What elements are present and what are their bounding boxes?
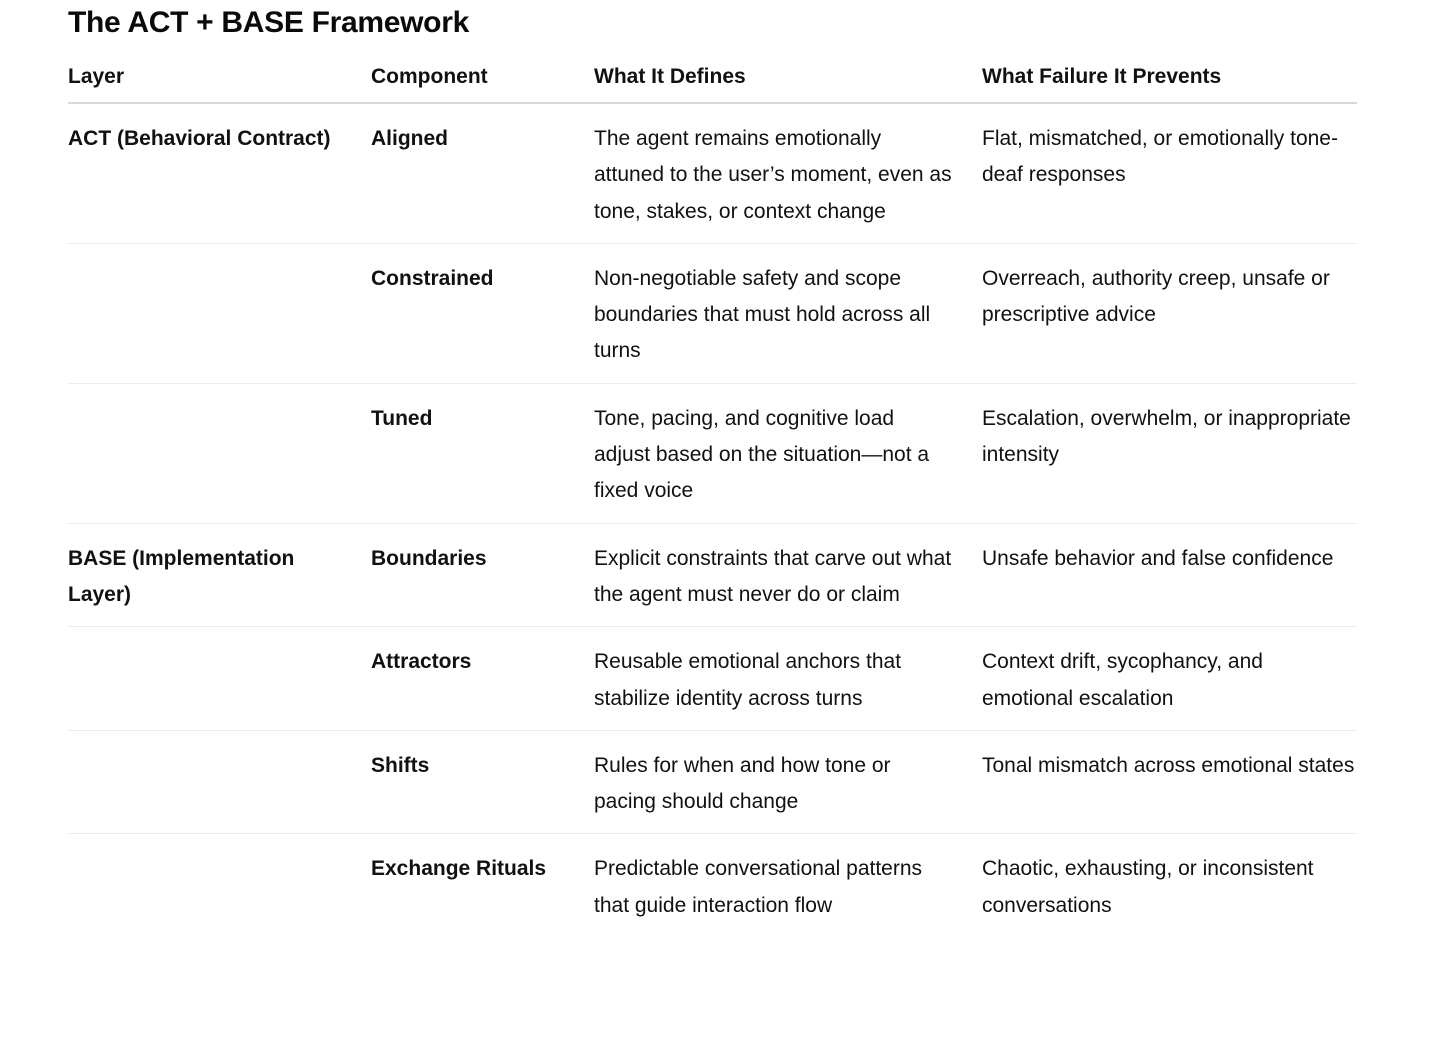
cell-defines: Predictable conversational patterns that guide interaction flow [594, 857, 923, 917]
cell-layer [68, 243, 371, 383]
cell-defines: Explicit constraints that carve out what the agent must never do or claim [594, 523, 982, 627]
cell-defines: Rules for when and how tone or pacing should change [594, 730, 982, 834]
cell-prevents: Overreach, authority creep, unsafe or prescriptive advice [982, 243, 1357, 383]
page-title: The ACT + BASE Framework [68, 6, 469, 39]
table-row [68, 243, 1357, 383]
cell-layer [68, 730, 371, 834]
cell-prevents: Unsafe behavior and false confidence [982, 523, 1357, 627]
cell-component: Aligned [371, 103, 594, 243]
cell-component: Exchange Rituals [371, 857, 547, 881]
table-row [68, 103, 1357, 243]
cell-component: Shifts [371, 730, 594, 834]
cell-defines: The agent remains emotionally attuned to the user’s moment, even as tone, stakes, or context change [594, 103, 982, 243]
cell-prevents: Chaotic, exhausting, or inconsistent conversations [982, 857, 1314, 917]
cell-layer: ACT (Behavioral Contract) [68, 103, 371, 243]
header-prevents: What Failure It Prevents [982, 56, 1357, 103]
cell-layer [68, 834, 371, 937]
cell-component: Boundaries [371, 523, 594, 627]
cell-prevents: Context drift, sycophancy, and emotional escalation [982, 627, 1357, 731]
cell-prevents: Flat, mismatched, or emotionally tone-deaf responses [982, 103, 1357, 243]
cell-prevents: Escalation, overwhelm, or inappropriate intensity [982, 383, 1357, 523]
cell-layer [68, 627, 371, 731]
cell-layer [68, 383, 371, 523]
cell-component: Tuned [371, 383, 594, 523]
header-component: Component [371, 56, 594, 103]
header-defines: What It Defines [594, 56, 982, 103]
cell-defines: Tone, pacing, and cognitive load adjust based on the situation—not a fixed voice [594, 383, 982, 523]
cell-defines: Reusable emotional anchors that stabilize identity across turns [594, 627, 982, 731]
cell-layer: BASE (Implementation Layer) [68, 523, 371, 627]
table-row [68, 730, 1357, 834]
table-row [68, 834, 1357, 937]
table-row [68, 523, 1357, 627]
cell-defines: Non-negotiable safety and scope boundaries that must hold across all turns [594, 243, 982, 383]
cell-component: Attractors [371, 627, 594, 731]
table-row [68, 383, 1357, 523]
table-row [68, 627, 1357, 731]
cell-component: Constrained [371, 243, 594, 383]
header-layer: Layer [68, 56, 371, 103]
table-header-row [68, 56, 1357, 103]
framework-table [68, 56, 1357, 937]
cell-prevents: Tonal mismatch across emotional states [982, 730, 1357, 834]
